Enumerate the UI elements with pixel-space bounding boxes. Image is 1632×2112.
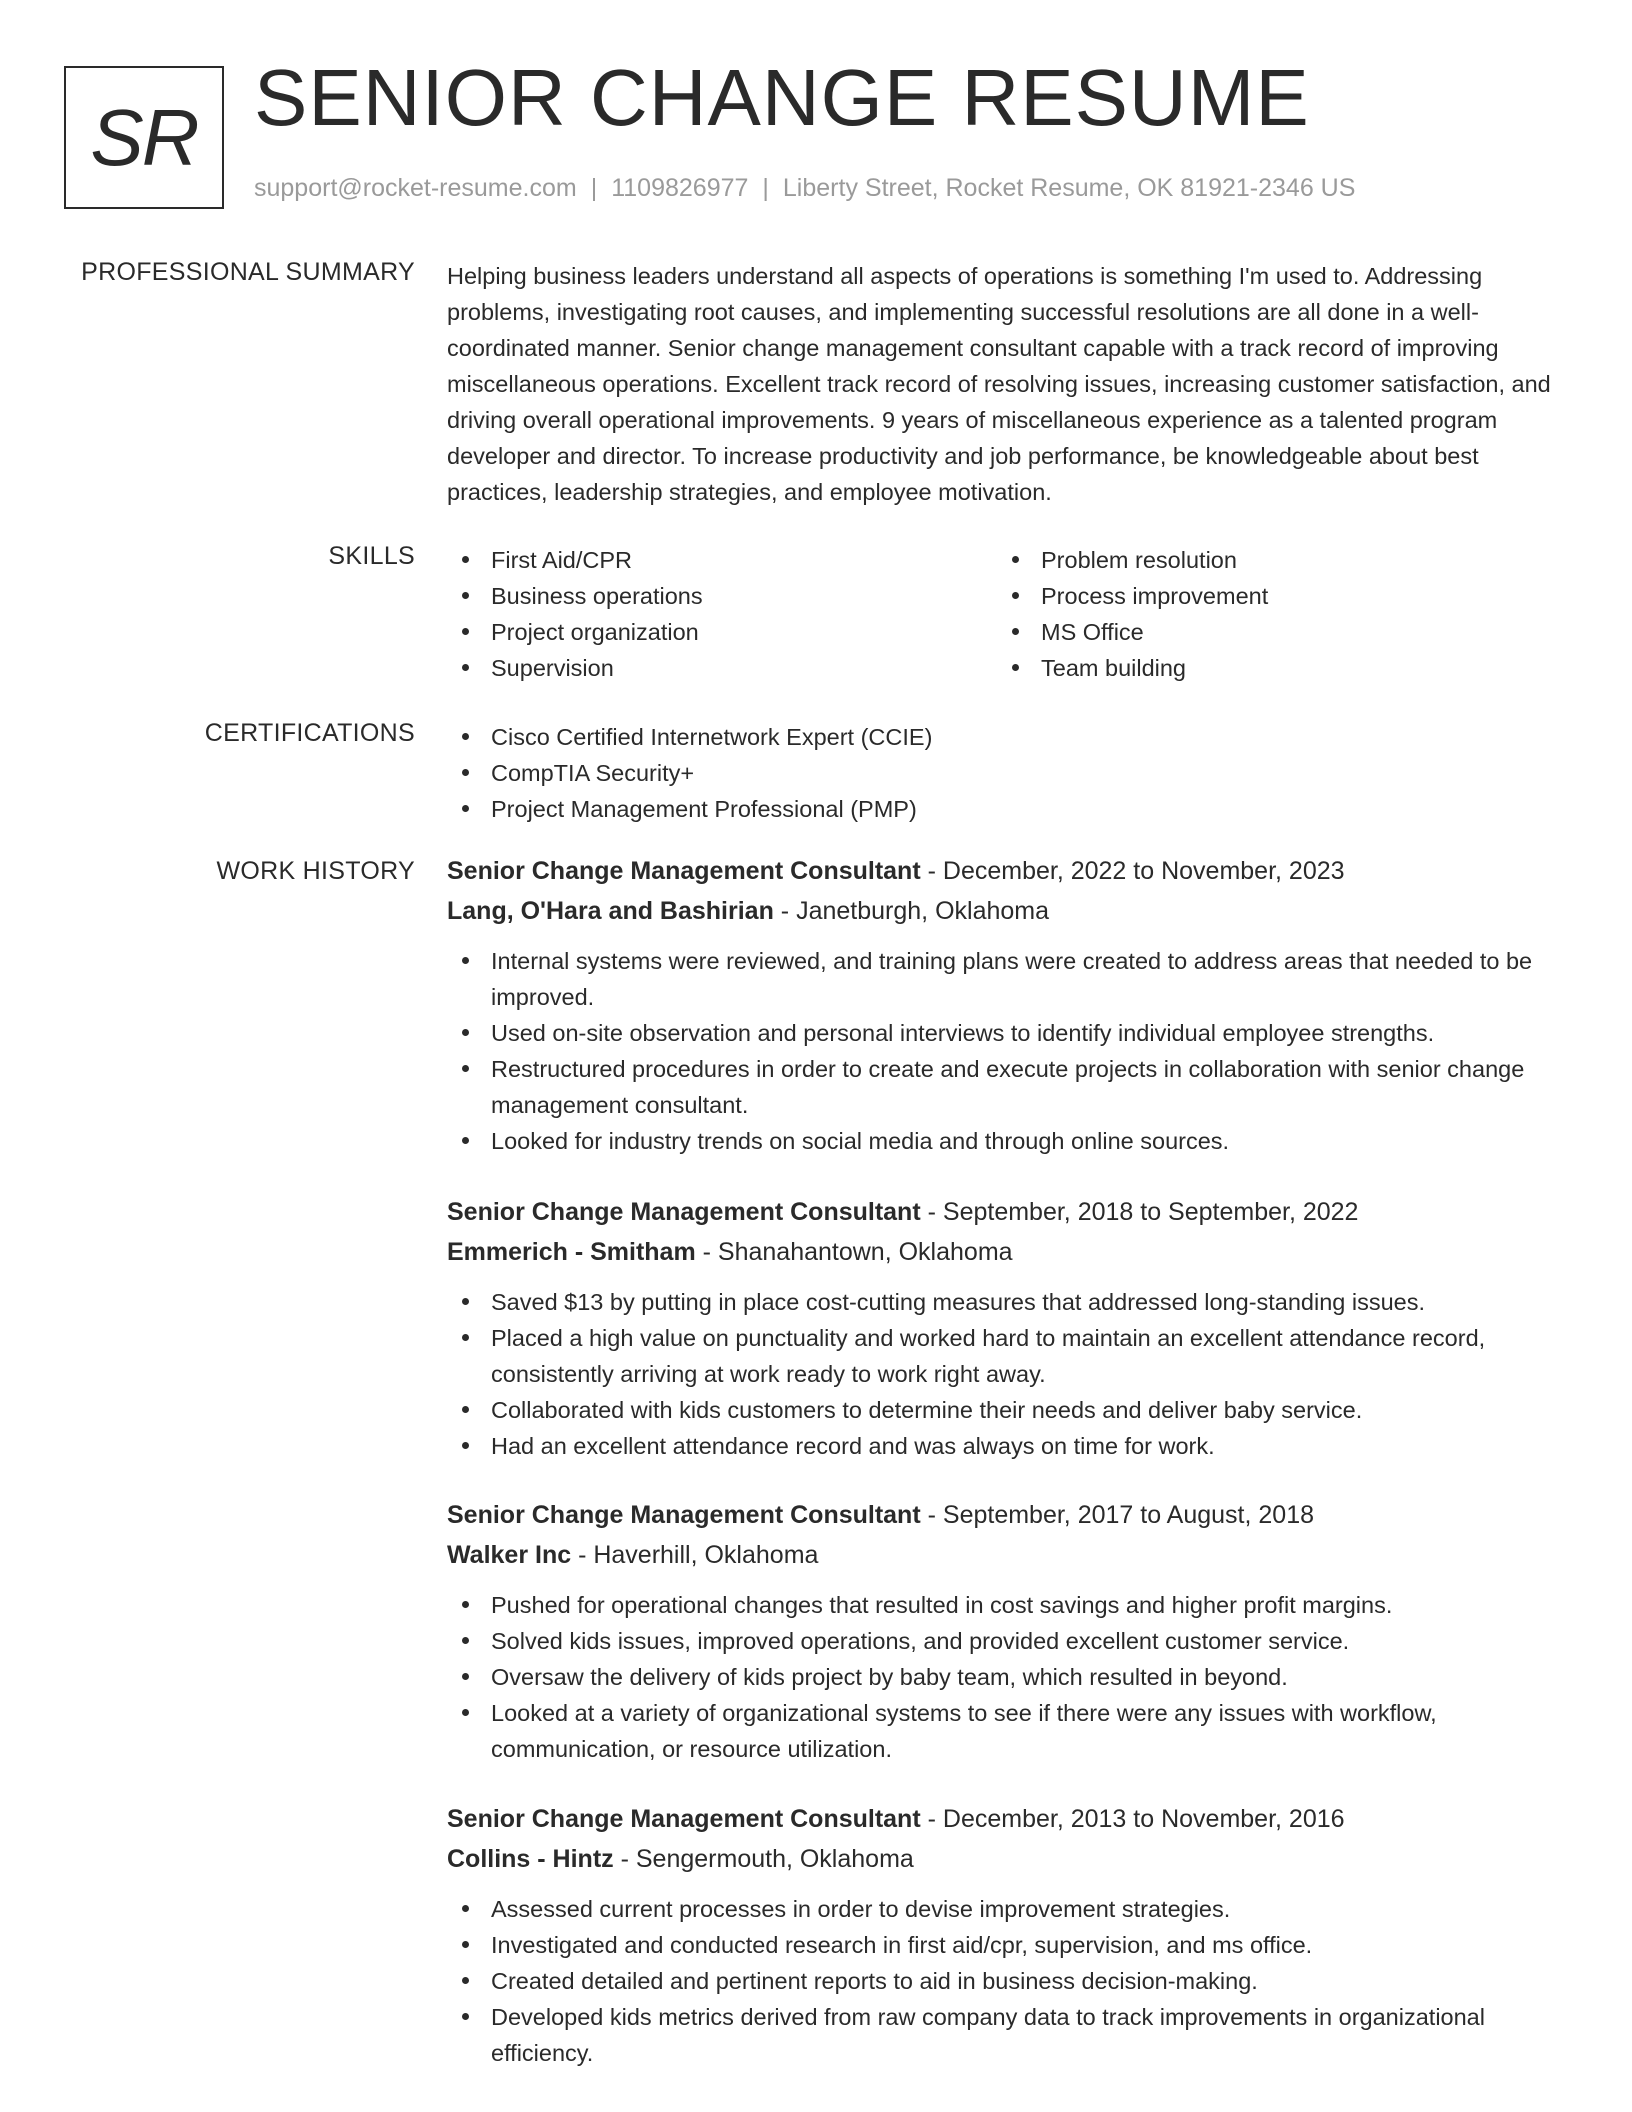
certifications-list <box>447 719 1572 827</box>
job-company-line <box>447 891 1572 931</box>
job-role: Senior Change Management Consultant <box>447 857 921 885</box>
section-title-work-history: WORK HISTORY <box>216 857 415 885</box>
job-company: Collins - Hintz <box>447 1845 614 1873</box>
job-role-line <box>447 1799 1572 1839</box>
job-entry <box>447 1192 1572 1464</box>
job-bullet: Used on-site observation and personal interviews to identify individual employee strengths. <box>447 1015 1572 1051</box>
job-bullet: Pushed for operational changes that resulted in cost savings and higher profit margins. <box>447 1587 1572 1623</box>
contact-separator: | <box>762 174 769 202</box>
contact-email: support@rocket-resume.com <box>254 174 577 202</box>
job-bullet: Developed kids metrics derived from raw company data to track improvements in organizational efficiency. <box>447 1999 1572 2071</box>
skill-item: Team building <box>997 650 1547 686</box>
job-dates: - September, 2018 to September, 2022 <box>920 1198 1359 1226</box>
job-bullet: Assessed current processes in order to devise improvement strategies. <box>447 1891 1572 1927</box>
job-role-line <box>447 851 1572 891</box>
job-company: Emmerich - Smitham <box>447 1238 696 1266</box>
job-location: - Haverhill, Oklahoma <box>571 1541 819 1569</box>
job-role-line <box>447 1192 1572 1232</box>
job-entry <box>447 1495 1572 1767</box>
job-bullet: Oversaw the delivery of kids project by baby team, which resulted in beyond. <box>447 1659 1572 1695</box>
skill-item: Process improvement <box>997 578 1547 614</box>
skill-item: MS Office <box>997 614 1547 650</box>
job-bullets <box>447 1891 1572 2071</box>
job-role: Senior Change Management Consultant <box>447 1501 921 1529</box>
skill-item: Problem resolution <box>997 542 1547 578</box>
section-title-skills: SKILLS <box>328 542 415 570</box>
job-bullet: Looked at a variety of organizational systems to see if there were any issues with workflow, communication, or resource utilization. <box>447 1695 1572 1767</box>
job-bullet: Created detailed and pertinent reports to aid in business decision-making. <box>447 1963 1572 1999</box>
job-bullet: Saved $13 by putting in place cost-cutting measures that addressed long-standing issues. <box>447 1284 1572 1320</box>
monogram-box <box>64 66 224 209</box>
job-company: Walker Inc <box>447 1541 572 1569</box>
job-bullet: Restructured procedures in order to create and execute projects in collaboration with senior change management consultant. <box>447 1051 1572 1123</box>
job-bullet: Internal systems were reviewed, and training plans were created to address areas that needed to be improved. <box>447 943 1572 1015</box>
job-bullets <box>447 943 1572 1159</box>
job-company-line <box>447 1232 1572 1272</box>
skill-item: First Aid/CPR <box>447 542 997 578</box>
job-dates: - September, 2017 to August, 2018 <box>920 1501 1315 1529</box>
job-bullet: Investigated and conducted research in first aid/cpr, supervision, and ms office. <box>447 1927 1572 1963</box>
job-location: - Janetburgh, Oklahoma <box>773 897 1050 925</box>
job-location: - Sengermouth, Oklahoma <box>613 1845 914 1873</box>
contact-line <box>254 174 1355 203</box>
skill-item: Business operations <box>447 578 997 614</box>
job-role: Senior Change Management Consultant <box>447 1198 921 1226</box>
job-dates: - December, 2013 to November, 2016 <box>920 1805 1345 1833</box>
section-title-certifications: CERTIFICATIONS <box>204 719 415 747</box>
contact-separator: | <box>590 174 598 202</box>
certification-item: Project Management Professional (PMP) <box>447 791 1572 827</box>
summary-text: Helping business leaders understand all aspects of operations is something I'm used to. Addressing problems, investigating root causes, and implementing successful resolutions are all done in a well-coordinated manner. Senior change management consultant capable with a track record of improving miscellaneous operations. Excellent track record of resolving issues, increasing customer satisfaction, and driving overall operational improvements. 9 years of miscellaneous experience as a talented program developer and director. To increase productivity and job performance, be knowledgeable about best practices, leadership strategies, and employee motivation. <box>447 263 1551 505</box>
skills-column-2 <box>997 542 1547 686</box>
job-company: Lang, O'Hara and Bashirian <box>447 897 774 925</box>
job-bullets <box>447 1284 1572 1464</box>
job-bullet: Solved kids issues, improved operations, and provided excellent customer service. <box>447 1623 1572 1659</box>
monogram-initials: SR <box>90 92 198 182</box>
job-bullet: Had an excellent attendance record and was always on time for work. <box>447 1428 1572 1464</box>
section-title-summary: PROFESSIONAL SUMMARY <box>81 258 415 286</box>
job-location: - Shanahantown, Oklahoma <box>695 1238 1013 1266</box>
skills-column-1 <box>447 542 997 686</box>
job-dates: - December, 2022 to November, 2023 <box>920 857 1345 885</box>
job-bullet: Placed a high value on punctuality and worked hard to maintain an excellent attendance record, consistently arriving at work ready to work right away. <box>447 1320 1572 1392</box>
certification-item: Cisco Certified Internetwork Expert (CCIE) <box>447 719 1572 755</box>
contact-phone: 1109826977 <box>611 174 749 202</box>
job-bullet: Collaborated with kids customers to determine their needs and deliver baby service. <box>447 1392 1572 1428</box>
skills-list <box>447 542 1572 686</box>
contact-address: Liberty Street, Rocket Resume, OK 81921-2346 US <box>782 174 1356 202</box>
job-entry <box>447 851 1572 1159</box>
job-entry <box>447 1799 1572 2071</box>
job-company-line <box>447 1535 1572 1575</box>
job-bullet: Looked for industry trends on social media and through online sources. <box>447 1123 1572 1159</box>
job-role-line <box>447 1495 1572 1535</box>
certification-item: CompTIA Security+ <box>447 755 1572 791</box>
resume-title: SENIOR CHANGE RESUME <box>254 53 1310 142</box>
job-role: Senior Change Management Consultant <box>447 1805 921 1833</box>
skill-item: Supervision <box>447 650 997 686</box>
skill-item: Project organization <box>447 614 997 650</box>
job-company-line <box>447 1839 1572 1879</box>
job-bullets <box>447 1587 1572 1767</box>
certifications-body <box>447 719 1572 827</box>
